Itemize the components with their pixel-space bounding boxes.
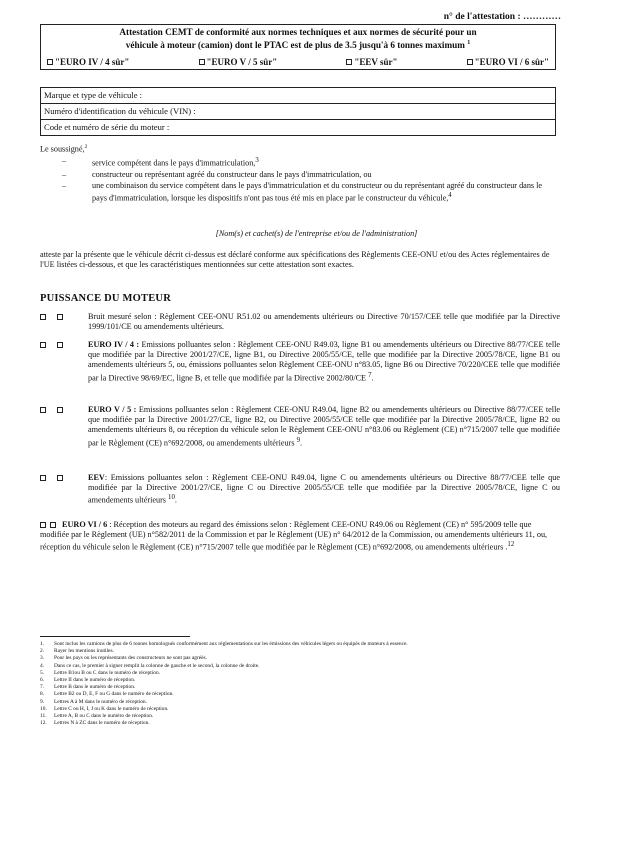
title-line-2: véhicule à moteur (camion) dont le PTAC est de plus de 3.5 jusqu'à 6 tonnes maximum: [125, 40, 465, 51]
footnote: 5. Lettre B1ou B ou C dans le numéro de réception.: [40, 669, 160, 676]
footnotes: [40, 641, 560, 727]
engine-code-row[interactable]: Code et numéro de série du moteur :: [44, 122, 170, 132]
footnote: 8. Lettre B2 ou D, E, F ou G dans le numéro de réception.: [40, 691, 174, 698]
footnote: 6. Lettre II dans le numéro de réception.: [40, 677, 136, 684]
list-item: – constructeur ou représentant agréé du constructeur dans le pays d'immatriculation, ou: [62, 169, 372, 179]
option-eev[interactable]: "EEV sûr": [346, 57, 397, 67]
document-title: [45, 27, 551, 51]
checkbox-icon[interactable]: [57, 342, 63, 348]
checkbox-icon[interactable]: [346, 59, 352, 65]
eev-item: EEV: Emissions polluantes selon : Règlement CEE-ONU R49.04, ligne C ou amendements ultérieurs ou Directive 88/77/CEE telle que modifiée par la Directive 2001/27/CE, ligne C ou Directive 2005/55/CE telle que modifiée par la Directive 2005/78/CE, ligne C ou amendements ultérieurs $^{10}$.: [40, 473, 560, 506]
title-footnote-ref: 1: [467, 40, 471, 46]
checkbox-icon[interactable]: [47, 59, 53, 65]
option-euro-vi[interactable]: "EURO VI / 6 sûr": [467, 57, 549, 67]
euro-v-item: EURO V / 5 : Emissions polluantes selon : Règlement CEE-ONU R49.04, ligne B2 ou amendements ultérieurs ou Directive 88/77/CEE telle que modifiée par la Directive 2001/27/CE, ligne B2, ou Directive 2005/55/CE telle que modifiée par la Directive 2005/78/CE, ligne B2 ou amendements ultérieurs 8, ou réception du véhicule selon le Règlement CEE-ONU n°83.06 ou Règlement (CE) n°715/2007 telle que modifiée par le Règlement (CE) n°692/2008, ou amendements ultérieurs $^9$.: [40, 405, 560, 449]
stamp-placeholder: [Nom(s) et cachet(s) de l'entreprise et/ou de l'administration]: [215, 229, 418, 238]
vehicle-id-table: [40, 87, 556, 136]
checkbox-icon[interactable]: [199, 59, 205, 65]
option-euro-v[interactable]: "EURO V / 5 sûr": [199, 57, 278, 67]
title-line-1: Attestation CEMT de conformité aux normes techniques et aux normes de sécurité pour un: [119, 27, 477, 37]
euro-iv-item: EURO IV / 4 : Emissions polluantes selon : Règlement CEE-ONU R49.03, ligne B1 ou amendements ultérieurs ou Directive 88/77/CEE telle que modifiée par la Directive 2001/27/CE, ligne B1, ou Directive 2005/55/CE, telle que modifiée par la Directive 2005/78/CE, ligne B1 ou amendements ultérieurs 5, ou, émissions polluantes selon Règlement CEE-ONU n°83.05, ligne B6 ou Directive 70/220/CEE telle que modifiée par la Directive 98/69/EC, ligne B, et telle que modifiée par la Directive 2002/80/CE $^7$.: [40, 340, 560, 384]
title-box: [40, 24, 556, 70]
footnote: 3. Pour les pays ou les représentants des constructeurs ne sont pas agréés.: [40, 655, 207, 662]
attestation-number: n° de l'attestation : …………: [443, 12, 561, 22]
checkbox-icon[interactable]: [50, 522, 56, 528]
checkbox-icon[interactable]: [40, 522, 46, 528]
checkbox-icon[interactable]: [40, 475, 46, 481]
footnote: 9. Lettres A à M dans le numéro de réception.: [40, 698, 147, 705]
list-item: – une combinaison du service compétent dans le pays d'immatriculation et du constructeur ou du représentant agréé du constructeur dans le pays d'immatriculation, lorsque les dispositifs n'ont pas tous été mis en place par le constructeur du véhicule,$^4$: [62, 181, 543, 204]
checkbox-icon[interactable]: [57, 407, 63, 413]
euro-vi-item: EURO VI / 6 : Réception des moteurs au regard des émissions selon : Règlement CEE-ONU R49.06 ou Règlement (CE) n° 595/2009 telle que modifiée par le Règlement (UE) n°582/2011 de la Commission et par le Règlement (UE) n° 64/2012 de la Commission, ou amendements ultérieurs 11, ou, réception du véhicule selon le Règlement (CE) n°715/2007 telle que modifiée par le Règlement (CE) n°692/2008, ou amendements ultérieurs .$^{12}$: [40, 520, 548, 553]
signatory-list: [62, 156, 558, 205]
vehicle-make-row[interactable]: Marque et type de véhicule :: [41, 88, 555, 104]
noise-item: Bruit mesuré selon : Règlement CEE-ONU R51.02 ou amendements ultérieurs ou Directive 70/157/CEE telle que modifiée par la Directive 1999/101/CE ou amendements ultérieurs.: [40, 312, 560, 332]
attestation-statement: atteste par la présente que le véhicule décrit ci-dessus est déclaré conforme aux spécifications des Règlements CEE-ONU et/ou des Actes réglementaires de l'UE listées ci-dessous, et que les caractéristiques mentionnées sur cette attestation sont exactes.: [40, 250, 550, 270]
vin-row[interactable]: Numéro d'identification du véhicule (VIN) :: [41, 104, 555, 120]
checkbox-icon[interactable]: [40, 342, 46, 348]
undersigned-label: Le soussigné,$^2$: [40, 144, 88, 154]
checkbox-icon[interactable]: [40, 314, 46, 320]
footnote: 4. Dans ce cas, le premier à signer remplit la colonne de gauche et le second, la colonne de droite.: [40, 662, 260, 669]
norm-options: [45, 57, 551, 67]
footnote: 2. Rayer les mentions inutiles.: [40, 648, 114, 655]
checkbox-icon[interactable]: [467, 59, 473, 65]
footnote: 10. Lettre C ou H, I, J ou K dans le numéro de réception.: [40, 705, 169, 712]
checkbox-icon[interactable]: [57, 475, 63, 481]
list-item: – service compétent dans le pays d'immatriculation,$^3$: [62, 156, 259, 168]
footnote: 1. Sont inclus les camions de plus de 6 tonnes homologués conformément aux réglementations sur les émissions des véhicules légers ou équipés de moteurs à essence.: [40, 641, 408, 647]
footnote: 7. Lettre B dans le numéro de réception.: [40, 684, 136, 691]
footnote-divider: [40, 636, 190, 637]
section-title: PUISSANCE DU MOTEUR: [40, 293, 171, 304]
checkbox-icon[interactable]: [57, 314, 63, 320]
checkbox-icon[interactable]: [40, 407, 46, 413]
footnote: 11. Lettre A, B ou C dans le numéro de réception.: [40, 713, 154, 720]
footnote: 12. Lettres N à ZC dans le numéro de réception.: [40, 720, 150, 727]
option-euro-iv[interactable]: "EURO IV / 4 sûr": [47, 57, 129, 67]
